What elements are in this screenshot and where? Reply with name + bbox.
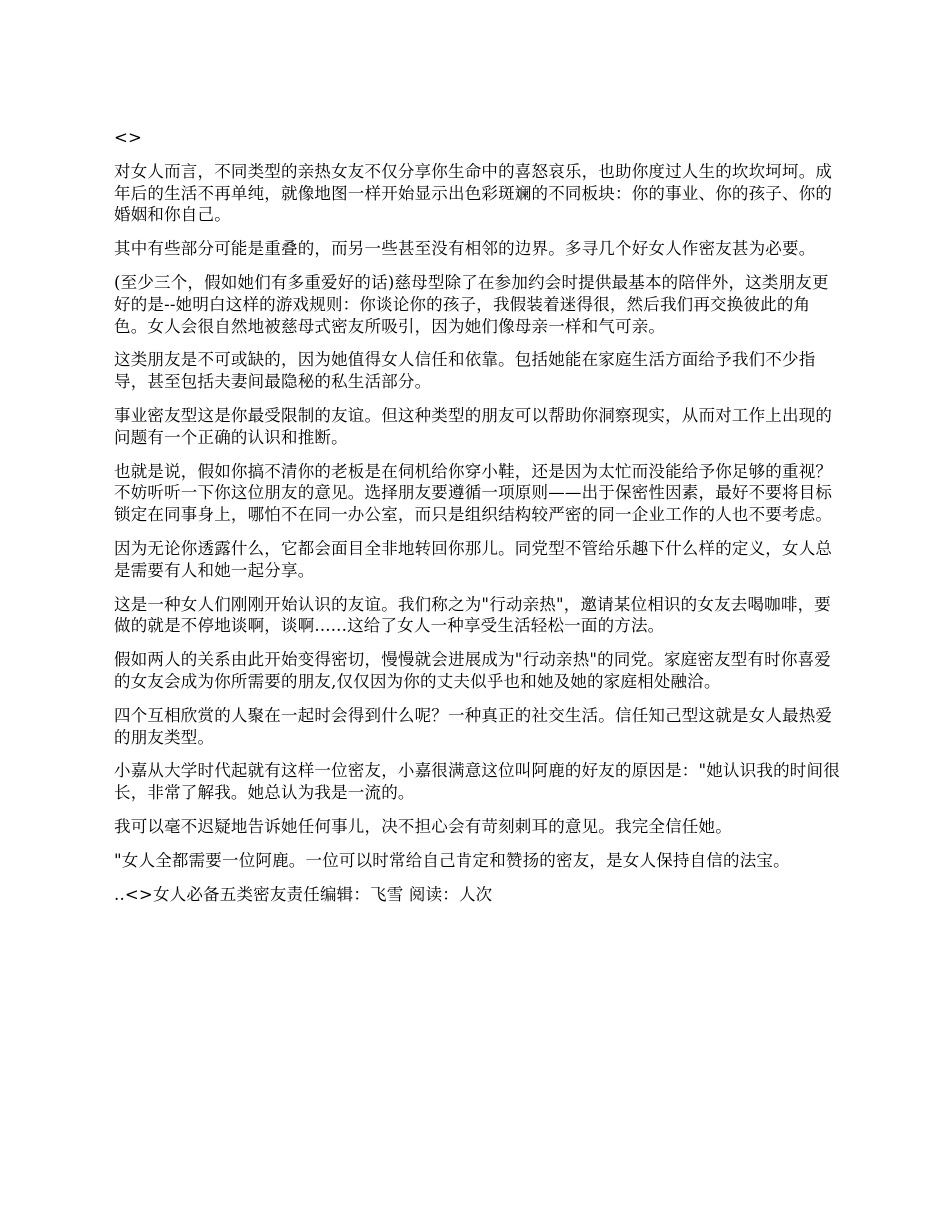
paragraph-career-friend: 事业密友型这是你最受限制的友谊。但这种类型的朋友可以帮助你洞察现实，从而对工作上出现的问题有一个正确的认识和推断。	[114, 405, 833, 447]
footer-credits: ..<>女人必备五类密友责任编辑：飞雪 阅读：人次	[114, 884, 493, 904]
paragraph: 也就是说，假如你搞不清你的老板是在伺机给你穿小鞋，还是因为太忙而没能给予你足够的重视？不妨听听一下你这位朋友的意见。选择朋友要遵循一项原则——出于保密性因素，最好不要将目标锁定在同事身上，哪怕不在同一办公室，而只是组织结构较严密的同一企业工作的人也不要考虑。	[114, 461, 833, 525]
paragraph: 我可以毫不迟疑地告诉她任何事儿，决不担心会有苛刻刺耳的意见。我完全信任她。	[114, 816, 732, 836]
paragraph: 这类朋友是不可或缺的，因为她值得女人信任和依靠。包括她能在家庭生活方面给予我们不少指导，甚至包括夫妻间最隐秘的私生活部分。	[114, 350, 816, 392]
paragraph: 其中有些部分可能是重叠的，而另一些甚至没有相邻的边界。多寻几个好女人作密友甚为必要。	[114, 239, 816, 259]
paragraph-conclusion: "女人全都需要一位阿鹿。一位可以时常给自己肯定和赞扬的密友，是女人保持自信的法宝。	[114, 850, 790, 870]
paragraph-companion-friend: 因为无论你透露什么，它都会面目全非地转回你那儿。同党型不管给乐趣下什么样的定义，女人总是需要有人和她一起分享。	[114, 538, 833, 580]
header-marker: <>	[114, 128, 143, 147]
paragraph-confidant-friend: 四个互相欣赏的人聚在一起时会得到什么呢？一种真正的社交生活。信任知己型这就是女人最热爱的朋友类型。	[114, 705, 833, 747]
paragraph-motherly-friend: (至少三个，假如她们有多重爱好的话)慈母型除了在参加约会时提供最基本的陪伴外，这类朋友更好的是--她明白这样的游戏规则：你谈论你的孩子，我假装着迷得很，然后我们再交换彼此的角色。女人会很自然地被慈母式密友所吸引，因为她们像母亲一样和气可亲。	[114, 272, 829, 336]
document-body	[114, 127, 840, 917]
paragraph: 这是一种女人们刚刚开始认识的友谊。我们称之为"行动亲热"，邀请某位相识的女友去喝咖啡，要做的就是不停地谈啊，谈啊......这给了女人一种享受生活轻松一面的方法。	[114, 594, 831, 636]
paragraph: 小嘉从大学时代起就有这样一位密友，小嘉很满意这位叫阿鹿的好友的原因是："她认识我的时间很长，非常了解我。她总认为我是一流的。	[114, 761, 840, 803]
paragraph-intro: 对女人而言，不同类型的亲热女友不仅分享你生命中的喜怒哀乐，也助你度过人生的坎坎坷坷。成年后的生活不再单纯，就像地图一样开始显示出色彩斑斓的不同板块：你的事业、你的孩子、你的婚姻和你自己。	[114, 161, 833, 225]
paragraph-family-friend: 假如两人的关系由此开始变得密切，慢慢就会进展成为"行动亲热"的同党。家庭密友型有时你喜爱的女友会成为你所需要的朋友,仅仅因为你的丈夫似乎也和她及她的家庭相处融洽。	[114, 650, 831, 691]
